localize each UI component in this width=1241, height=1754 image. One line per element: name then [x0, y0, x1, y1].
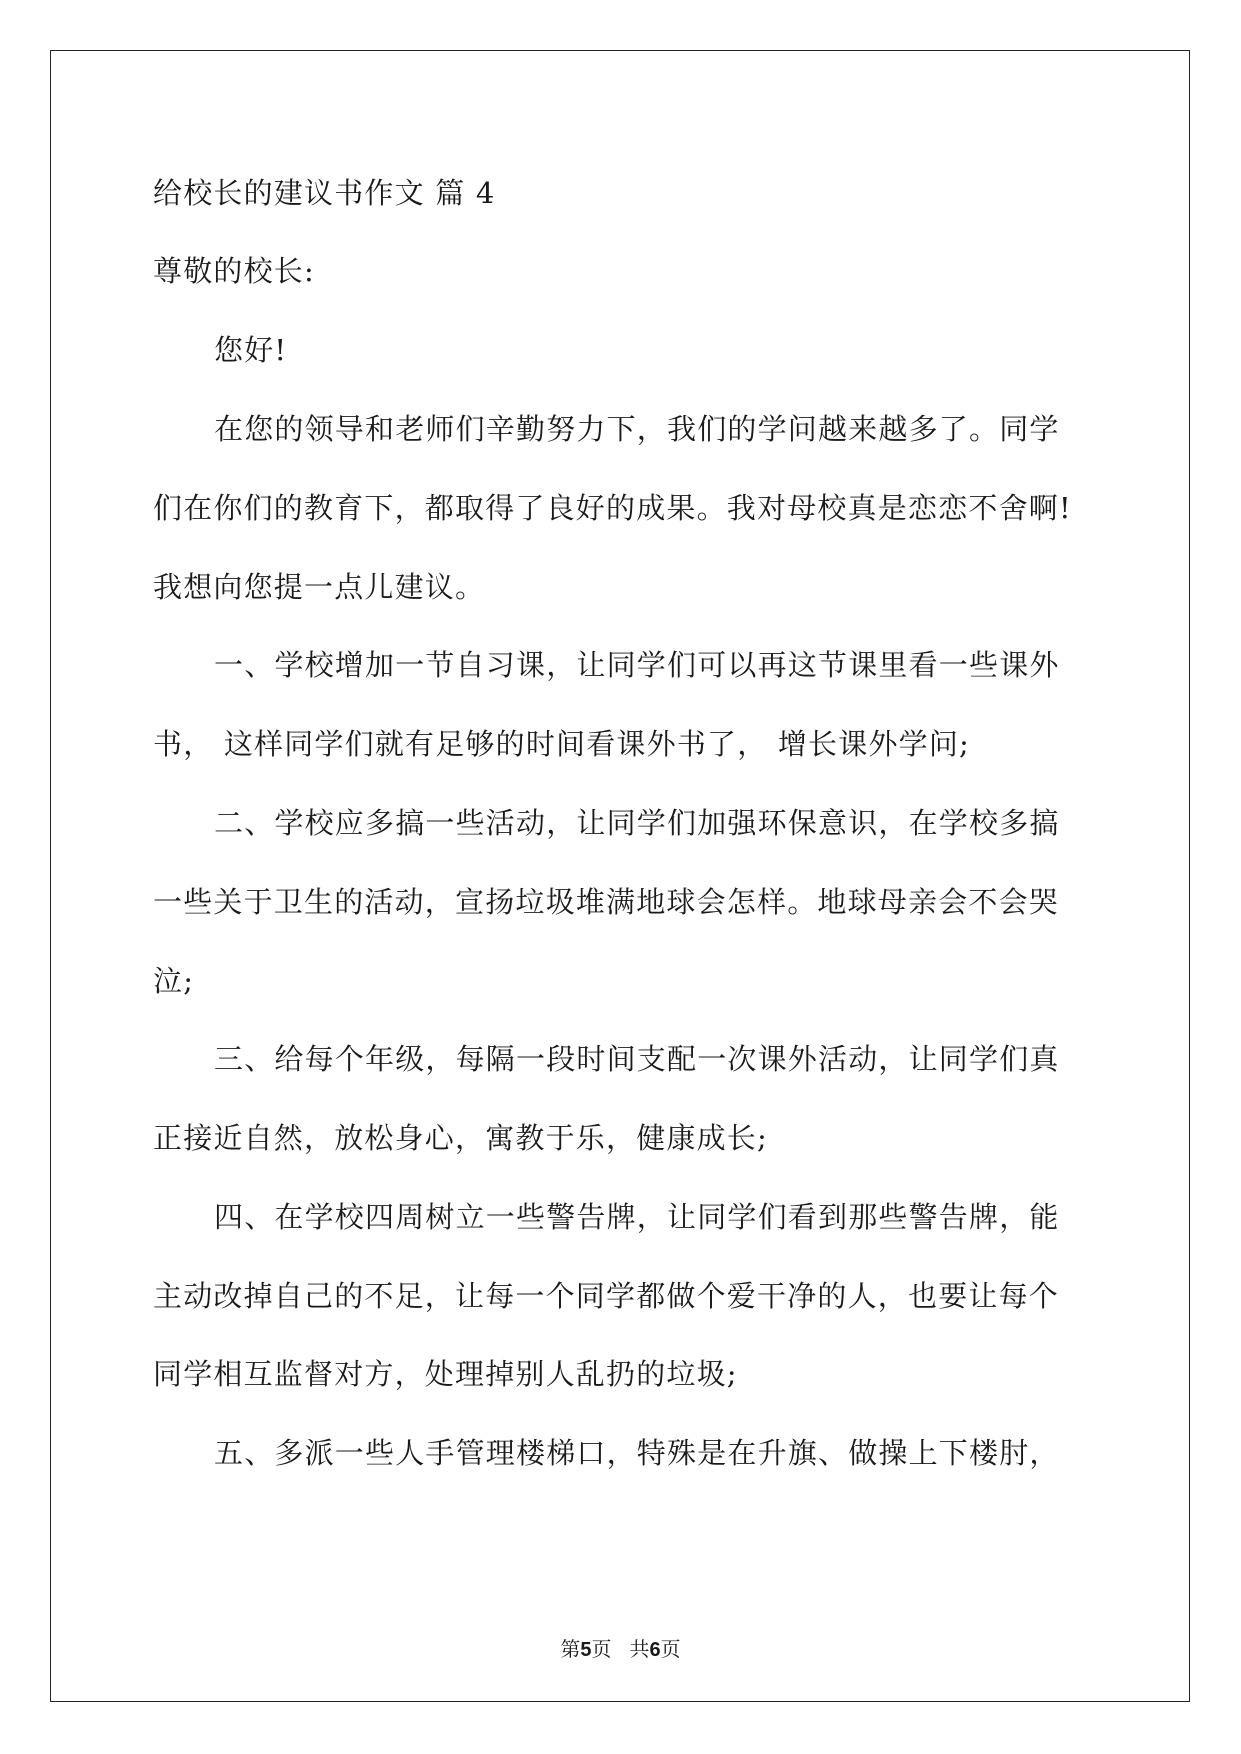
- paragraph-line: 四、在学校四周树立一些警告牌，让同学们看到那些警告牌，能: [214, 1200, 1060, 1234]
- total-pages: 6: [649, 1639, 661, 1661]
- paragraph-line: 泣;: [153, 964, 195, 998]
- page-number: 5: [580, 1639, 592, 1661]
- paragraph-line: 书， 这样同学们就有足够的时间看课外书了， 增长课外学问;: [153, 727, 971, 761]
- paragraph-line: 我想向您提一点儿建议。: [153, 570, 486, 604]
- footer-prefix: 第: [560, 1637, 581, 1661]
- footer-page-suffix: 页: [591, 1637, 612, 1661]
- paragraph-line: 二、学校应多搞一些活动，让同学们加强环保意识，在学校多搞: [214, 806, 1060, 840]
- paragraph-line: 一些关于卫生的活动，宣扬垃圾堆满地球会怎样。地球母亲会不会哭: [153, 885, 1060, 919]
- paragraph-line: 同学相互监督对方，处理掉别人乱扔的垃圾;: [153, 1357, 738, 1391]
- paragraph-line: 正接近自然，放松身心，寓教于乐，健康成长;: [153, 1121, 768, 1155]
- footer-total-suffix: 页: [660, 1637, 681, 1661]
- paragraph-line: 三、给每个年级，每隔一段时间支配一次课外活动，让同学们真: [214, 1042, 1060, 1076]
- paragraph-line: 主动改掉自己的不足，让每一个同学都做个爱干净的人，也要让每个: [153, 1279, 1060, 1313]
- paragraph-line: 五、多派一些人手管理楼梯口，特殊是在升旗、做操上下楼肘，: [214, 1436, 1060, 1470]
- paragraph-line: 在您的领导和老师们辛勤努力下，我们的学问越来越多了。同学: [214, 412, 1060, 446]
- salutation: 尊敬的校长:: [153, 254, 315, 288]
- footer-total-prefix: 共: [629, 1637, 650, 1661]
- document-title: 给校长的建议书作文 篇 4: [153, 176, 496, 210]
- paragraph-line: 们在你们的教育下，都取得了良好的成果。我对母校真是恋恋不舍啊!: [153, 491, 1072, 525]
- paragraph-line: 一、学校增加一节自习课，让同学们可以再这节课里看一些课外: [214, 648, 1060, 682]
- greeting: 您好!: [214, 333, 288, 367]
- page-footer: [0, 1635, 1241, 1664]
